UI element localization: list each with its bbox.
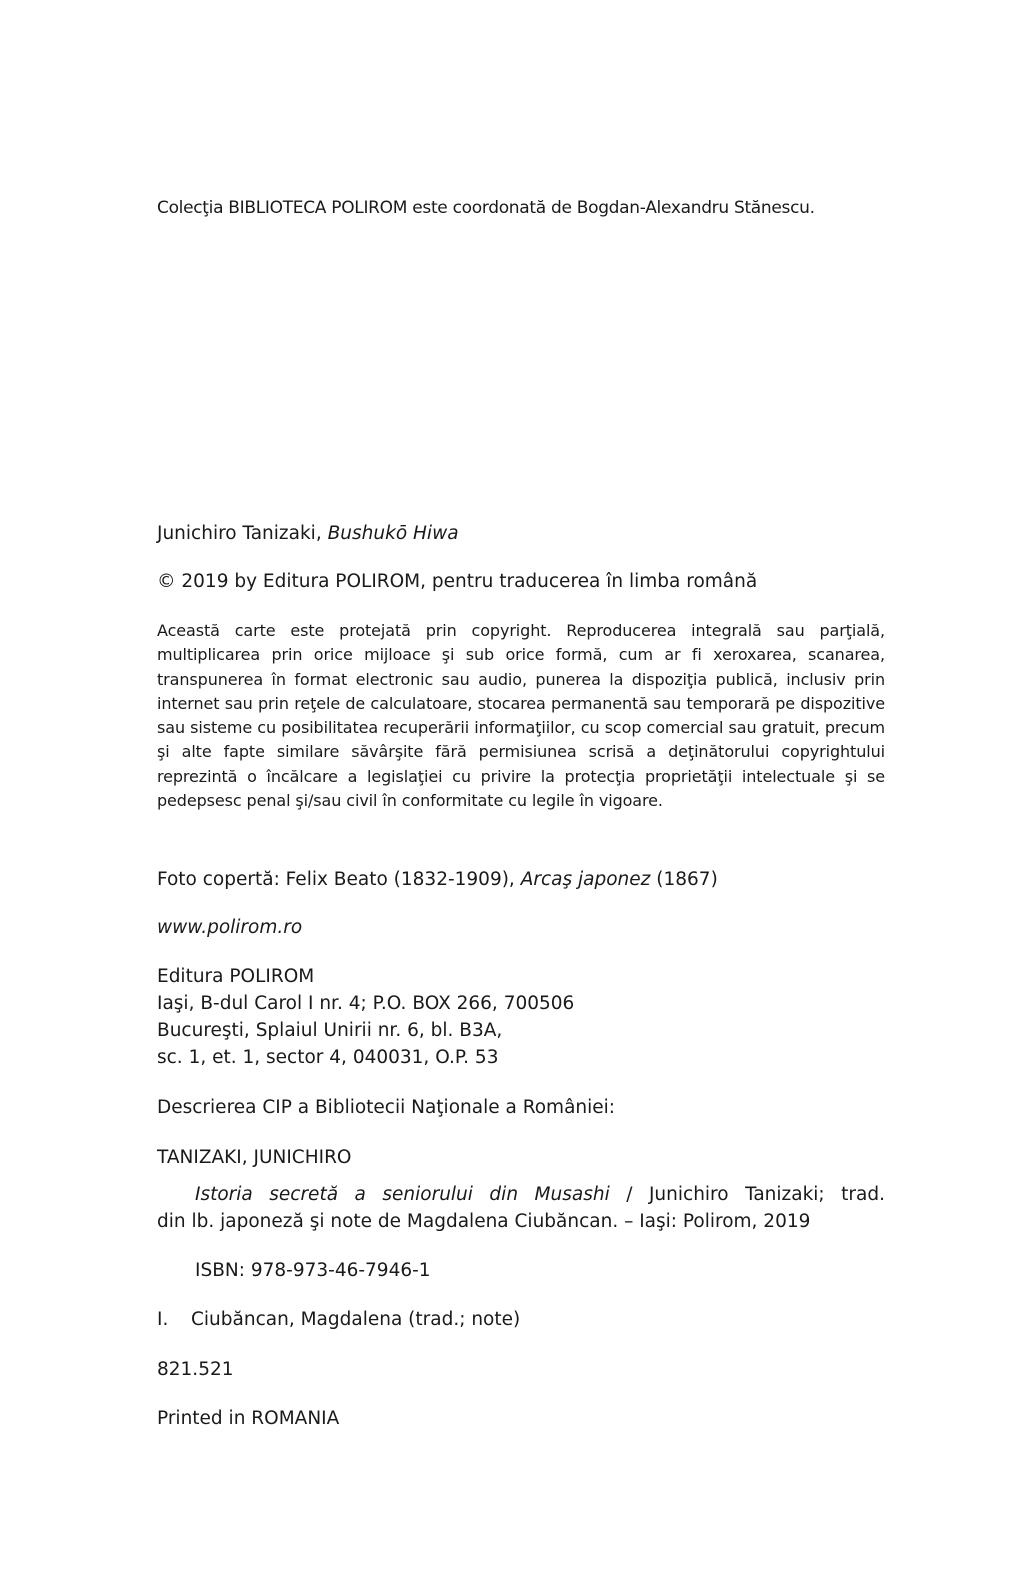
book-author: Junichiro Tanizaki, bbox=[157, 523, 322, 544]
collection-note: Colecţia BIBLIOTECA POLIROM este coordonată de Bogdan-Alexandru Stănescu. bbox=[157, 198, 815, 218]
translator-name: Ciubăncan, Magdalena (trad.; note) bbox=[191, 1309, 521, 1330]
cip-description bbox=[157, 1181, 885, 1235]
photo-work-title: Arcaş japonez bbox=[520, 869, 651, 890]
cip-translator bbox=[157, 1308, 520, 1332]
cip-book-title: Istoria secretă a seniorului din Musashi bbox=[195, 1184, 610, 1205]
isbn: ISBN: 978-973-46-7946-1 bbox=[195, 1260, 431, 1281]
cip-author-heading: TANIZAKI, JUNICHIRO bbox=[157, 1147, 352, 1168]
translator-number: I. bbox=[157, 1309, 169, 1330]
cip-title: Descrierea CIP a Bibliotecii Naţionale a României: bbox=[157, 1097, 616, 1118]
photo-year: (1867) bbox=[656, 869, 718, 890]
book-author-title bbox=[157, 522, 459, 546]
copyright-page bbox=[157, 0, 897, 1575]
cip-description-rest: / Junichiro Tanizaki; trad. bbox=[626, 1184, 885, 1205]
photo-credit-prefix: Foto copertă: Felix Beato (1832-1909), bbox=[157, 869, 515, 890]
cip-description-line-1 bbox=[157, 1181, 885, 1208]
publisher-address-line: sc. 1, et. 1, sector 4, 040031, O.P. 53 bbox=[157, 1047, 499, 1068]
copyright-line: © 2019 by Editura POLIROM, pentru traducerea în limba română bbox=[157, 571, 758, 592]
classification-number: 821.521 bbox=[157, 1359, 234, 1380]
printed-in: Printed in ROMANIA bbox=[157, 1408, 340, 1429]
legal-notice: Această carte este protejată prin copyright. Reproducerea integrală sau parţială, multiplicarea prin orice mijloace şi sub orice formă, cum ar fi xeroxarea, scanarea, transpunerea în format electronic sau audio, punerea la dispoziţia publică, inclusiv prin internet sau prin reţele de calculatoare, stocarea permanentă sau temporară pe dispozitive sau sisteme cu posibilitatea recuperării informaţiilor, cu scop comercial sau gratuit, precum şi alte fapte similare săvârşite fără permisiunea scrisă a deţinătorului copyrightului reprezintă o încălcare a legislaţiei cu privire la protecţia proprietăţii intelectuale şi se pedepsesc penal şi/sau civil în conformitate cu legile în vigoare. bbox=[157, 621, 885, 811]
website-link[interactable]: www.polirom.ro bbox=[157, 917, 303, 938]
book-original-title: Bushukō Hiwa bbox=[327, 523, 459, 544]
photo-credit bbox=[157, 868, 718, 892]
publisher-address-line: Iaşi, B-dul Carol I nr. 4; P.O. BOX 266, 700506 bbox=[157, 993, 575, 1014]
cip-description-line-2: din lb. japoneză şi note de Magdalena Ciubăncan. – Iaşi: Polirom, 2019 bbox=[157, 1211, 811, 1232]
publisher-name: Editura POLIROM bbox=[157, 966, 315, 987]
publisher-address-line: Bucureşti, Splaiul Unirii nr. 6, bl. B3A, bbox=[157, 1020, 503, 1041]
